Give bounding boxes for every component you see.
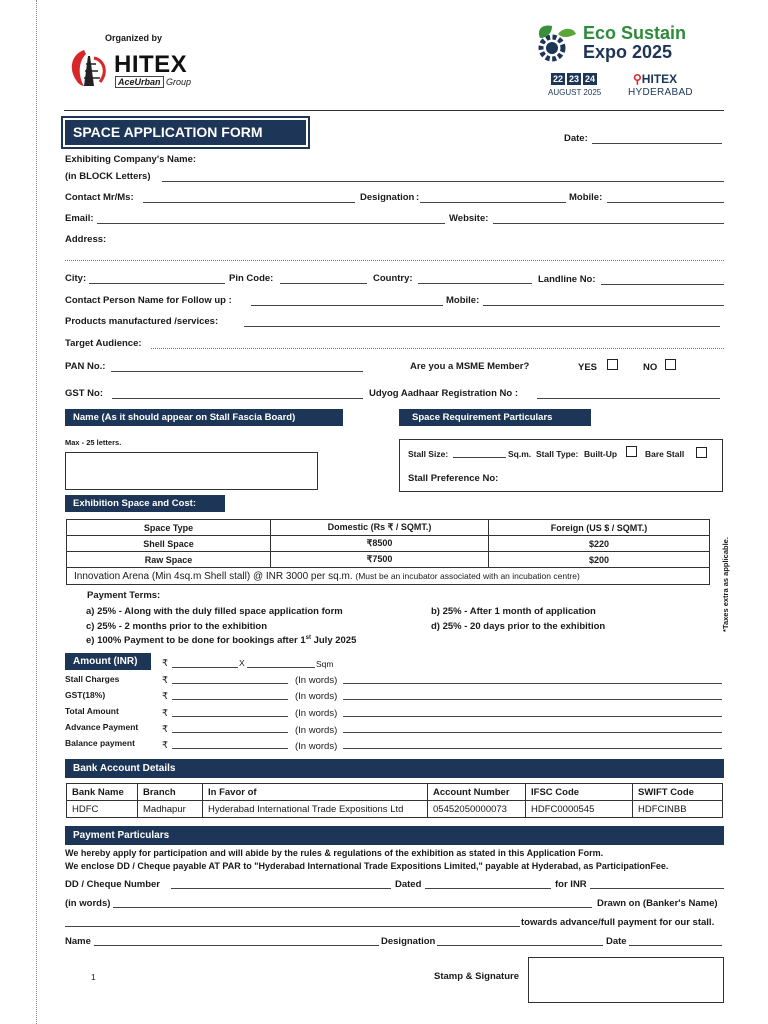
stamp-signature-box[interactable] bbox=[528, 957, 724, 1003]
udyog-field[interactable] bbox=[537, 388, 720, 399]
bank-header-cell: SWIFT Code bbox=[633, 784, 723, 801]
stamp-signature-label: Stamp & Signature bbox=[434, 971, 519, 982]
payment-term-a: a) 25% - Along with the duly filled space application form bbox=[86, 606, 343, 617]
mobile-label: Mobile: bbox=[569, 192, 603, 203]
drawn-on-label: Drawn on (Banker's Name) bbox=[597, 898, 718, 909]
cost-header-space-type: Space Type bbox=[67, 520, 271, 536]
advance-words-field[interactable] bbox=[343, 722, 722, 733]
in-words-label: (In words) bbox=[295, 675, 338, 686]
stall-size-field[interactable] bbox=[453, 447, 506, 458]
designation-label: Designation bbox=[360, 192, 415, 203]
payment-term-e: e) 100% Payment to be done for bookings after 1st July 2025 bbox=[86, 635, 357, 647]
cost-row-raw bbox=[67, 552, 710, 568]
area-field[interactable] bbox=[172, 657, 238, 668]
payment-particulars-heading: Payment Particulars bbox=[65, 826, 724, 845]
in-words-label: (In words) bbox=[295, 708, 338, 719]
bank-header-cell: Bank Name bbox=[67, 784, 138, 801]
signer-designation-field[interactable] bbox=[437, 935, 603, 946]
bank-header-cell: IFSC Code bbox=[526, 784, 633, 801]
country-label: Country: bbox=[373, 273, 413, 284]
gst-amount-label: GST(18%) bbox=[65, 690, 106, 700]
date-badge-22: 22 bbox=[553, 74, 564, 84]
bank-header-cell: In Favor of bbox=[203, 784, 428, 801]
builtup-label: Built-Up bbox=[584, 449, 618, 459]
bank-value-row bbox=[67, 801, 723, 818]
website-label: Website: bbox=[449, 213, 489, 224]
dated-field[interactable] bbox=[425, 878, 551, 889]
payment-terms-heading: Payment Terms: bbox=[87, 590, 161, 601]
aceurban-label: AceUrban bbox=[115, 76, 164, 88]
signer-date-field[interactable] bbox=[629, 935, 722, 946]
gst-amount-field[interactable] bbox=[172, 689, 288, 700]
payment-words-field[interactable] bbox=[113, 897, 592, 908]
organized-by-label: Organized by bbox=[105, 33, 163, 43]
website-field[interactable] bbox=[493, 213, 724, 224]
city-field[interactable] bbox=[89, 273, 225, 284]
email-field[interactable] bbox=[97, 213, 445, 224]
target-audience-label: Target Audience: bbox=[65, 338, 142, 349]
payment-term-d: d) 25% - 20 days prior to the exhibition bbox=[431, 621, 606, 632]
rupee-symbol: ₹ bbox=[162, 675, 169, 686]
bare-stall-checkbox[interactable] bbox=[696, 447, 707, 458]
dd-cheque-field[interactable] bbox=[171, 878, 391, 889]
target-audience-field[interactable] bbox=[151, 338, 724, 349]
cost-cell: $220 bbox=[489, 536, 710, 552]
name-field[interactable] bbox=[94, 935, 379, 946]
cost-cell: ₹8500 bbox=[271, 536, 489, 552]
gst-words-field[interactable] bbox=[343, 689, 722, 700]
stall-charges-words-field[interactable] bbox=[343, 673, 722, 684]
payment-term-b: b) 25% - After 1 month of application bbox=[431, 606, 596, 617]
bank-value-cell: Madhapur bbox=[138, 801, 203, 818]
msme-no-checkbox[interactable] bbox=[665, 359, 676, 370]
total-amount-label: Total Amount bbox=[65, 706, 119, 716]
cost-cell: Shell Space bbox=[67, 536, 271, 552]
eco-gear-leaf-icon bbox=[530, 24, 580, 64]
fascia-heading: Name (As it should appear on Stall Fascia Board) bbox=[65, 409, 343, 426]
msme-question: Are you a MSME Member? bbox=[410, 361, 530, 372]
bank-header-row bbox=[67, 784, 723, 801]
followup-mobile-field[interactable] bbox=[483, 295, 724, 306]
innovation-arena-cell bbox=[67, 568, 710, 585]
address-field[interactable] bbox=[65, 250, 724, 261]
pin-code-label: Pin Code: bbox=[229, 273, 274, 284]
cost-cell: Raw Space bbox=[67, 552, 271, 568]
multiply-label: X bbox=[239, 658, 245, 668]
in-words-label: (In words) bbox=[295, 725, 338, 736]
total-words-field[interactable] bbox=[343, 706, 722, 717]
expo-dates bbox=[551, 73, 597, 85]
hitex-logo-icon bbox=[64, 46, 112, 90]
company-name-field[interactable] bbox=[162, 171, 724, 182]
expo-title-line2: Expo 2025 bbox=[583, 42, 673, 62]
pan-label: PAN No.: bbox=[65, 361, 106, 372]
dd-cheque-label: DD / Cheque Number bbox=[65, 879, 161, 890]
location-pin-icon: ⚲ bbox=[633, 72, 642, 86]
rupee-symbol: ₹ bbox=[162, 658, 169, 669]
space-requirement-heading: Space Requirement Particulars bbox=[399, 409, 591, 426]
rupee-symbol: ₹ bbox=[162, 691, 169, 702]
venue-label bbox=[633, 72, 677, 86]
cost-cell: $200 bbox=[489, 552, 710, 568]
page-number: 1 bbox=[91, 972, 96, 982]
followup-mobile-label: Mobile: bbox=[446, 295, 480, 306]
sqm-label: Sqm bbox=[316, 659, 334, 669]
space-requirement-box bbox=[399, 439, 723, 492]
msme-no-label: NO bbox=[643, 362, 658, 373]
perforation-line bbox=[36, 0, 37, 1024]
group-label: Group bbox=[166, 77, 192, 87]
signer-date-label: Date bbox=[606, 936, 627, 947]
bank-header-cell: Branch bbox=[138, 784, 203, 801]
bank-header-cell: Account Number bbox=[428, 784, 526, 801]
bank-value-cell: 05452050000073 bbox=[428, 801, 526, 818]
stall-preference-field[interactable] bbox=[503, 472, 715, 483]
expo-month: AUGUST 2025 bbox=[548, 88, 602, 97]
for-inr-field[interactable] bbox=[590, 878, 724, 889]
contact-field[interactable] bbox=[143, 192, 355, 203]
cost-row-innovation bbox=[67, 568, 710, 585]
payment-term-c: c) 25% - 2 months prior to the exhibition bbox=[86, 621, 268, 632]
designation-field[interactable] bbox=[420, 192, 566, 203]
rupee-symbol: ₹ bbox=[162, 740, 169, 751]
udyog-label: Udyog Aadhaar Registration No : bbox=[369, 388, 519, 399]
dated-label: Dated bbox=[395, 879, 422, 890]
bank-value-cell: HDFC0000545 bbox=[526, 801, 633, 818]
balance-payment-field[interactable] bbox=[172, 738, 288, 749]
rupee-symbol: ₹ bbox=[162, 708, 169, 719]
country-field[interactable] bbox=[418, 273, 532, 284]
bank-value-cell: HDFCINBB bbox=[633, 801, 723, 818]
landline-field[interactable] bbox=[601, 274, 724, 285]
expo-title-line1: Eco Sustain bbox=[583, 23, 687, 43]
bank-value-cell: HDFC bbox=[67, 801, 138, 818]
date-field[interactable] bbox=[592, 133, 722, 144]
landline-label: Landline No: bbox=[538, 274, 596, 285]
stall-size-label: Stall Size: bbox=[408, 449, 449, 459]
bank-heading: Bank Account Details bbox=[65, 759, 724, 778]
city-label: City: bbox=[65, 273, 87, 284]
mobile-field[interactable] bbox=[607, 192, 724, 203]
bank-value-cell: Hyderabad International Trade Expositions Ltd bbox=[203, 801, 428, 818]
innovation-arena-note: (Must be an incubator associated with an incubation centre) bbox=[355, 570, 580, 581]
in-words-label: (In words) bbox=[295, 691, 338, 702]
venue-city: HYDERABAD bbox=[628, 87, 693, 98]
msme-yes-label: YES bbox=[578, 362, 598, 373]
header-divider bbox=[64, 110, 724, 111]
declaration-line-1: We hereby apply for participation and will abide by the rules & regulations of the exhibition as stated in this Application Form. bbox=[65, 848, 604, 858]
in-words-label-payment: (in words) bbox=[65, 898, 111, 909]
followup-label: Contact Person Name for Follow up : bbox=[65, 295, 232, 306]
cost-header-foreign: Foreign (US $ / SQMT.) bbox=[489, 520, 710, 536]
signer-designation-label: Designation bbox=[381, 936, 436, 947]
total-amount-field[interactable] bbox=[172, 706, 288, 717]
cost-cell: ₹7500 bbox=[271, 552, 489, 568]
fascia-max-note: Max - 25 letters. bbox=[65, 438, 122, 447]
stall-charges-field[interactable] bbox=[172, 673, 288, 684]
payment-words-field-2[interactable] bbox=[65, 916, 520, 927]
declaration-line-2: We enclose DD / Cheque payable AT PAR to "Hyderabad International Trade Expositions Limited," payable at Hyderabad, as ParticipationFee. bbox=[65, 861, 669, 871]
stall-sqm-label: Sq.m. bbox=[508, 449, 532, 459]
date-badge-24: 24 bbox=[585, 74, 596, 84]
fascia-name-box[interactable] bbox=[65, 452, 318, 490]
builtup-checkbox[interactable] bbox=[626, 446, 637, 457]
name-label: Name bbox=[65, 936, 91, 947]
advance-payment-field[interactable] bbox=[172, 722, 288, 733]
gst-label: GST No: bbox=[65, 388, 103, 399]
form-title: SPACE APPLICATION FORM bbox=[65, 120, 306, 145]
stall-type-label: Stall Type: bbox=[536, 449, 579, 459]
cost-header-domestic: Domestic (Rs ₹ / SQMT.) bbox=[271, 520, 489, 536]
cost-table bbox=[66, 519, 710, 585]
balance-words-field[interactable] bbox=[343, 738, 722, 749]
taxes-note: *Taxes extra as applicable. bbox=[721, 537, 730, 632]
gst-field[interactable] bbox=[112, 388, 363, 399]
products-label: Products manufactured /services: bbox=[65, 316, 219, 327]
advance-payment-label: Advance Payment bbox=[65, 722, 139, 732]
company-name-label: Exhibiting Company's Name: bbox=[65, 154, 197, 165]
in-words-label: (In words) bbox=[295, 741, 338, 752]
cost-row-shell bbox=[67, 536, 710, 552]
aceurban-group-tag bbox=[115, 77, 191, 87]
innovation-arena-text: Innovation Arena (Min 4sq.m Shell stall) @ INR 3000 per sq.m. bbox=[74, 570, 353, 582]
balance-payment-label: Balance payment bbox=[65, 738, 135, 748]
products-field[interactable] bbox=[244, 316, 720, 327]
for-inr-label: for INR bbox=[555, 879, 587, 890]
pin-code-field[interactable] bbox=[280, 273, 367, 284]
msme-yes-checkbox[interactable] bbox=[607, 359, 618, 370]
stall-charges-label: Stall Charges bbox=[65, 674, 120, 684]
address-label: Address: bbox=[65, 234, 107, 245]
amount-heading: Amount (INR) bbox=[65, 653, 151, 670]
contact-label: Contact Mr/Ms: bbox=[65, 192, 134, 203]
date-label: Date: bbox=[564, 133, 588, 144]
stall-preference-label: Stall Preference No: bbox=[408, 473, 499, 484]
bank-table bbox=[66, 783, 723, 818]
followup-field[interactable] bbox=[251, 295, 443, 306]
bare-stall-label: Bare Stall bbox=[645, 449, 685, 459]
date-badge-23: 23 bbox=[569, 74, 580, 84]
towards-label: towards advance/full payment for our stall. bbox=[521, 917, 715, 928]
venue-name: HITEX bbox=[641, 72, 678, 86]
cost-heading: Exhibition Space and Cost: bbox=[65, 495, 225, 512]
block-letters-label: (in BLOCK Letters) bbox=[65, 171, 151, 182]
pan-field[interactable] bbox=[111, 361, 363, 372]
hitex-wordmark: HITEX bbox=[114, 51, 188, 78]
cost-header-row bbox=[67, 520, 710, 536]
rupee-symbol: ₹ bbox=[162, 724, 169, 735]
email-label: Email: bbox=[65, 213, 94, 224]
rate-field[interactable] bbox=[247, 657, 315, 668]
